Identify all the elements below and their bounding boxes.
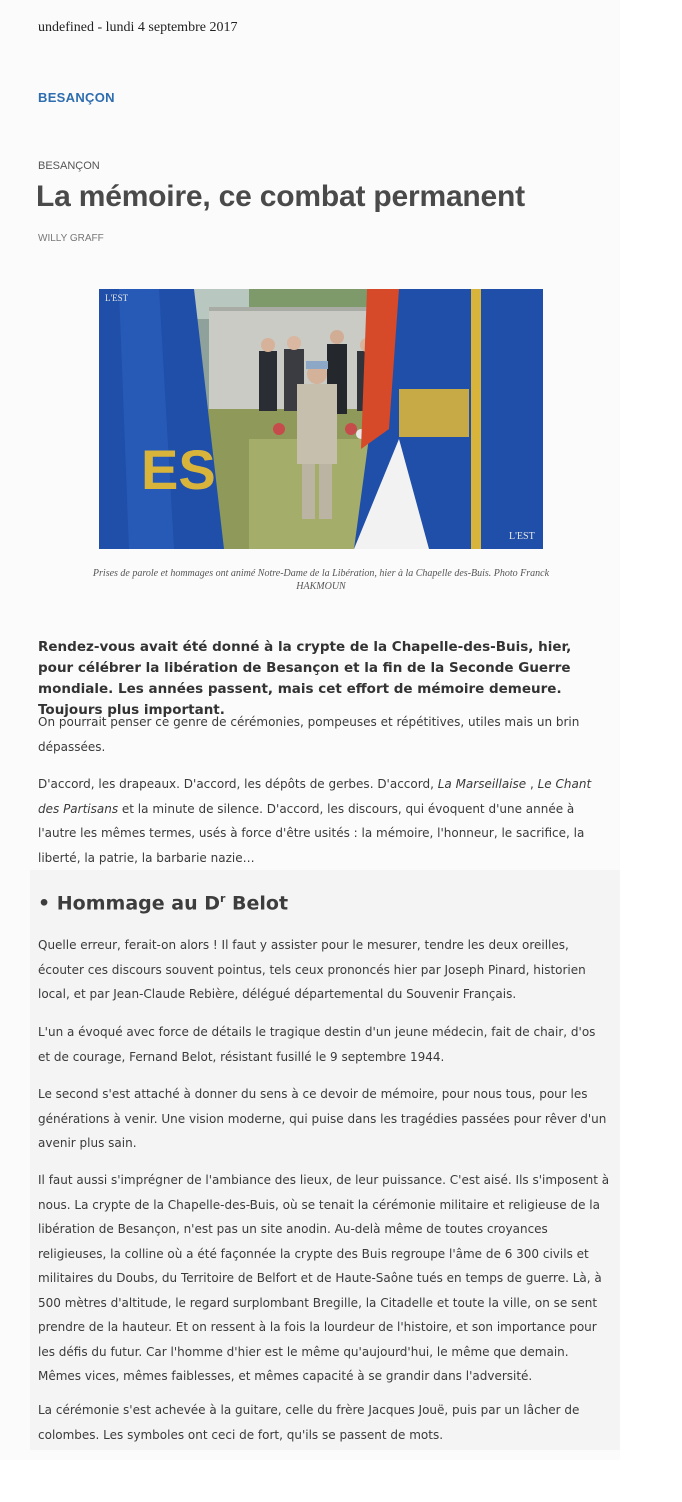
- article-kicker: BESANÇON: [38, 160, 100, 172]
- bullet-icon: •: [38, 892, 51, 915]
- paragraph-6: Il faut aussi s'imprégner de l'ambiance des lieux, de leur puissance. C'est aisé. Ils s'imposent à nous. La crypte de la Chapelle-des-Buis, où se tenait la cérémonie militaire et religieuse de la libération de Besançon, n'est pas un site anodin. Au-delà même de toutes croyances religieuses, la colline où a été façonnée la crypte des Buis regroupe l'âme de 6 300 civils et militaires du Doubs, du Territoire de Belfort et de Haute-Saône tués en temps de guerre. Là, à 500 mètres d'altitude, le regard surplombant Bregille, la Citadelle et toute la ville, on se sent prendre de la hauteur. Et on ressent à la fois la lourdeur de l'histoire, et son importance pour les défis du futur. Car l'homme d'hier est le même qu'aujourd'hui, le même que demain. Mêmes vices, mêmes faiblesses, et mêmes capacité à se grandir dans l'adversité.: [38, 1173, 610, 1383]
- photo-watermark-top: L'EST: [105, 293, 129, 303]
- paragraph-3: Quelle erreur, ferait-on alors ! Il faut y assister pour le mesurer, tendre les deux oreilles, écouter ces discours souvent pointus, tels ceux prononcés hier par Joseph Pinard, historien local, et par Jean-Claude Rebière, délégué départemental du Souvenir Français.: [38, 938, 586, 1001]
- paragraph-5: Le second s'est attaché à donner du sens à ce devoir de mémoire, pour nous tous, pour les générations à venir. Une vision moderne, qui puise dans les tragédies passées pour rêver d'un avenir plus sain.: [38, 1087, 607, 1150]
- article-photo: [99, 289, 543, 549]
- article-author: WILLY GRAFF: [38, 233, 104, 244]
- section-tag[interactable]: BESANÇON: [38, 90, 115, 105]
- paragraph-7: La cérémonie s'est achevée à la guitare, celle du frère Jacques Jouë, puis par un lâcher de colombes. Les symboles ont ceci de fort, qu'ils se passent de mots.: [38, 1403, 580, 1442]
- photo-watermark-bottom: L'EST: [509, 531, 535, 542]
- subheading-hommage: • Hommage au $D^r$ Belot: [38, 892, 289, 915]
- flag-lettering: ES: [141, 438, 216, 501]
- print-header: undefined - lundi 4 septembre 2017: [38, 20, 238, 35]
- paragraph-4: L'un a évoqué avec force de détails le tragique destin d'un jeune médecin, fait de chair, d'os et de courage, Fernand Belot, résistant fusillé le 9 septembre 1944.: [38, 1025, 596, 1064]
- paragraph-1: On pourrait penser ce genre de cérémonies, pompeuses et répétitives, utiles mais un brin dépassées.: [38, 715, 580, 754]
- song-title-marseillaise: La Marseillaise: [437, 777, 527, 791]
- article-lead: Rendez-vous avait été donné à la crypte de la Chapelle-des-Buis, hier, pour célébrer la libération de Besançon et la fin de la Seconde Guerre mondiale. Les années passent, mais cet effort de mémoire demeure. Toujours plus important.: [38, 639, 572, 718]
- article-title: La mémoire, ce combat permanent: [36, 180, 525, 213]
- photo-caption: Prises de parole et hommages ont animé Notre-Dame de la Libération, hier à la Chapelle des-Buis. Photo Franck HAKMOUN: [92, 568, 550, 592]
- song-title-chant-partisans: Le Chant des Partisans: [38, 777, 592, 816]
- paragraph-2: D'accord, les drapeaux. D'accord, les dépôts de gerbes. D'accord, La Marseillaise , Le Chant des Partisans et la minute de silence. D'accord, les discours, qui évoquent d'une année à l'autre les mêmes termes, usés à force d'être usités : la mémoire, l'honneur, le sacrifice, la liberté, la patrie, la barbarie nazie…: [38, 777, 592, 865]
